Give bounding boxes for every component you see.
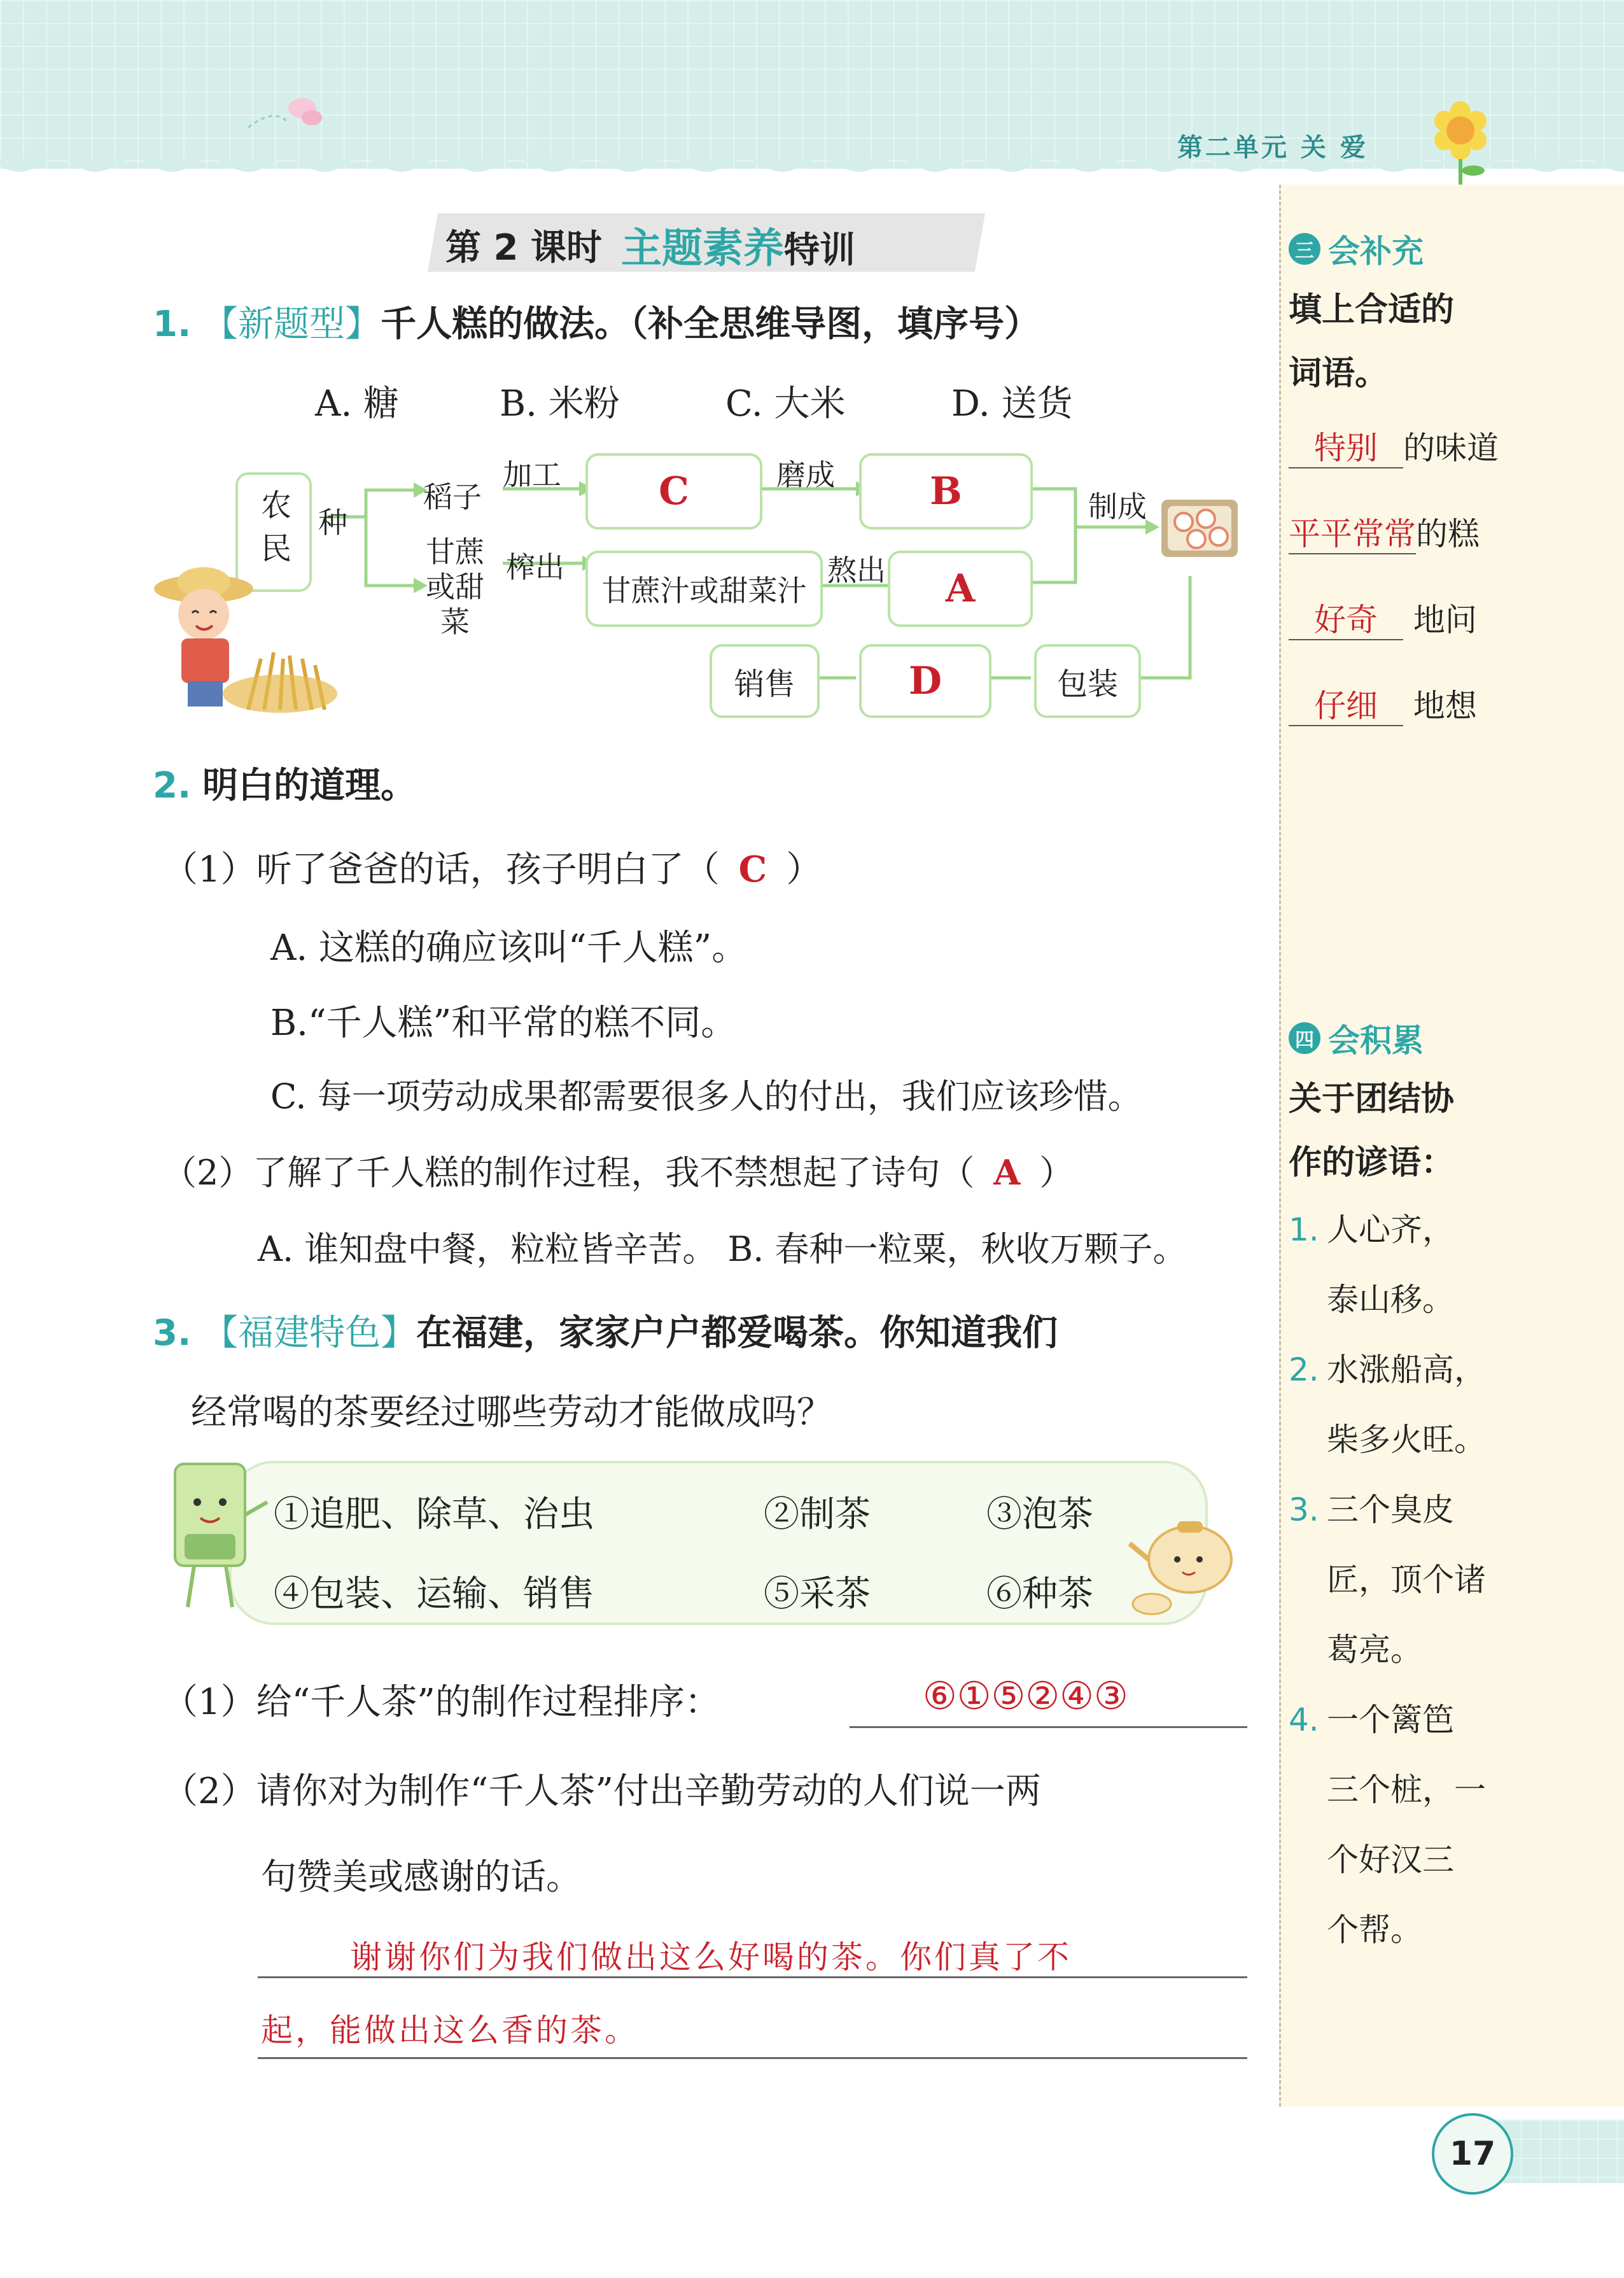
sidebar-fill-answer: 平平常常 xyxy=(1289,515,1416,554)
sidebar-fill-item xyxy=(1289,577,1499,663)
sidebar-fill-item xyxy=(1289,491,1499,577)
sidebar-fill-answer: 特别 xyxy=(1289,429,1403,468)
sidebar-fill-answer: 好奇 xyxy=(1289,601,1403,640)
cake-plate-icon xyxy=(1152,487,1247,570)
q1-number: 1. xyxy=(153,304,192,345)
q3-sub2-answer-line1: 谢谢你们为我们做出这么好喝的茶。你们真了不 xyxy=(350,1939,1072,1976)
flow-answer-c: C xyxy=(585,453,762,530)
q2-sub1-label: （1）听了爸爸的话，孩子明白了（ xyxy=(162,849,720,890)
page-number: 17 xyxy=(1432,2113,1513,2195)
teapot-icon xyxy=(1126,1508,1254,1617)
sidebar-fill-item xyxy=(1289,663,1499,749)
q3-number: 3. xyxy=(153,1312,192,1354)
flow-sugarcane-text: 甘蔗或甜菜 xyxy=(426,535,484,639)
sidebar-supplement-badge: 三 xyxy=(1289,233,1320,265)
proverb-line: 葛亮。 xyxy=(1327,1631,1422,1668)
proverb-text xyxy=(1327,1685,1486,1965)
flow-sell-box: 销售 xyxy=(710,644,820,718)
q2-sub2-options: A. 谁知盘中餐，粒粒皆辛苦。 B. 春种一粒粟，秋收万颗子。 xyxy=(258,1229,1187,1269)
q2-prompt xyxy=(153,757,416,808)
proverb-item xyxy=(1289,1475,1486,1685)
proverb-number: 1. xyxy=(1289,1211,1319,1248)
proverb-item xyxy=(1289,1685,1486,1965)
q1-option-a: A. 糖 xyxy=(315,383,400,425)
proverb-line: 柴多火旺。 xyxy=(1327,1421,1486,1458)
flow-press-label: 榨出 xyxy=(506,550,564,584)
q2-sub2-label: （2）了解了千人糕的制作过程，我不禁想起了诗句（ xyxy=(162,1153,975,1193)
sidebar-supplement-instruction xyxy=(1289,278,1499,405)
q3-sub2-writing-line-2 xyxy=(258,2057,1247,2059)
flow-plant-label: 种 xyxy=(318,505,347,540)
proverb-number: 4. xyxy=(1289,1701,1319,1738)
tea-step-6: ⑥种茶 xyxy=(986,1573,1093,1615)
proverb-number: 2. xyxy=(1289,1351,1319,1388)
proverb-item xyxy=(1289,1195,1486,1335)
q3-sub2-answer-line2: 起，能做出这么香的茶。 xyxy=(261,2012,639,2049)
flow-boil-label: 熬出 xyxy=(827,553,886,587)
proverb-line: 泰山移。 xyxy=(1327,1281,1454,1318)
flow-juice-box: 甘蔗汁或甜菜汁 xyxy=(585,551,823,627)
unit-title: 第二单元 关 爱 xyxy=(1177,133,1368,162)
q1-text: 千人糕的做法。（补全思维导图，填序号） xyxy=(381,303,1040,345)
q3-sub2-line1: （2）请你对为制作“千人茶”付出辛勤劳动的人们说一两 xyxy=(162,1771,1041,1812)
tea-step-3: ③泡茶 xyxy=(986,1494,1093,1535)
q3-sub1-label: （1）给“千人茶”的制作过程排序： xyxy=(162,1682,720,1723)
q2-sub1-close: ） xyxy=(786,849,822,890)
sidebar-fill-item xyxy=(1289,405,1499,491)
sidebar-supplement-title: 会补充 xyxy=(1328,233,1424,270)
sidebar-supplement-instruction-1: 填上合适的 xyxy=(1289,291,1455,329)
q3-text-line2: 经常喝的茶要经过哪些劳动才能做成吗？ xyxy=(191,1392,832,1433)
lesson-name-suffix: 特训 xyxy=(783,230,855,271)
proverb-text xyxy=(1327,1195,1454,1335)
proverb-text xyxy=(1327,1335,1486,1475)
tea-step-5: ⑤采茶 xyxy=(764,1573,871,1615)
flow-answer-a: A xyxy=(888,551,1033,627)
tea-bag-mascot-icon xyxy=(162,1451,277,1617)
q1-option-d: D. 送货 xyxy=(951,383,1073,425)
farmer-illustration xyxy=(153,563,337,716)
flow-farmer-label: 农民 xyxy=(255,489,291,575)
sidebar-accumulate-badge: 四 xyxy=(1289,1022,1320,1054)
tea-step-4: ④包装、运输、销售 xyxy=(274,1573,594,1615)
q2-sub1-answer: C xyxy=(738,848,767,890)
q2-sub2-close: ） xyxy=(1039,1153,1074,1193)
q3-sub1-answer: ⑥①⑤②④③ xyxy=(923,1674,1128,1719)
sidebar-fill-suffix: 地想 xyxy=(1413,687,1477,724)
q3-prompt xyxy=(153,1305,1058,1356)
proverb-line: 水涨船高， xyxy=(1327,1351,1486,1388)
sidebar-accumulate-instruction-2: 作的谚语： xyxy=(1289,1144,1455,1182)
proverb-line: 个好汉三 xyxy=(1327,1841,1454,1878)
sidebar-fill-suffix: 地问 xyxy=(1413,601,1477,638)
sidebar-fill-suffix: 的糕 xyxy=(1416,516,1480,552)
proverb-line: 一个篱笆 xyxy=(1327,1701,1454,1738)
q2-sub1-option-b: B.“千人糕”和平常的糕不同。 xyxy=(270,1002,737,1044)
sidebar-section-supplement xyxy=(1289,226,1499,749)
q2-sub2-answer: A xyxy=(993,1152,1021,1193)
sidebar-supplement-instruction-2: 词语。 xyxy=(1289,355,1389,393)
flow-make-label: 制成 xyxy=(1088,489,1147,524)
proverb-list xyxy=(1289,1195,1486,1965)
flow-answer-b: B xyxy=(859,453,1033,530)
tea-step-2: ②制茶 xyxy=(764,1494,871,1535)
q3-sub1-answer-line xyxy=(850,1726,1247,1728)
q2-sub1-option-a: A. 这糕的确应该叫“千人糕”。 xyxy=(270,927,748,969)
q1-option-b: B. 米粉 xyxy=(500,383,620,425)
q2-sub1-option-c: C. 每一项劳动成果都需要很多人的付出，我们应该珍惜。 xyxy=(270,1076,1142,1116)
proverb-line: 个帮。 xyxy=(1327,1911,1422,1948)
proverb-line: 三个臭皮 xyxy=(1327,1491,1454,1528)
flow-pack-box: 包装 xyxy=(1034,644,1141,718)
q2-sub1 xyxy=(162,841,822,892)
q3-sub2-writing-line-1 xyxy=(258,1976,1247,1978)
q1-tag: 【新题型】 xyxy=(202,304,381,345)
sidebar-section-accumulate xyxy=(1289,1015,1486,1965)
q2-text: 明白的道理。 xyxy=(202,764,417,806)
proverb-line: 三个桩，一 xyxy=(1327,1771,1486,1808)
q3-sub2-line2: 句赞美或感谢的话。 xyxy=(261,1857,582,1898)
proverb-text xyxy=(1327,1475,1486,1685)
proverb-line: 人心齐， xyxy=(1327,1211,1454,1248)
proverb-line: 匠，顶个诸 xyxy=(1327,1561,1486,1598)
sidebar-accumulate-heading xyxy=(1289,1015,1486,1061)
sidebar-fill-suffix: 的味道 xyxy=(1403,430,1499,467)
flow-rice-label: 稻子 xyxy=(423,480,482,514)
sidebar-accumulate-instruction xyxy=(1289,1067,1486,1195)
q1-option-c: C. 大米 xyxy=(725,383,846,425)
q2-number: 2. xyxy=(153,765,192,806)
flow-grind-label: 磨成 xyxy=(776,458,835,492)
tea-step-1: ①追肥、除草、治虫 xyxy=(274,1494,594,1535)
proverb-number: 3. xyxy=(1289,1491,1319,1528)
lesson-name-main: 主题素养 xyxy=(620,225,784,272)
q2-sub2 xyxy=(162,1146,1074,1195)
lesson-number: 第 2 课时 xyxy=(445,227,602,269)
sidebar-accumulate-title: 会积累 xyxy=(1328,1022,1424,1059)
sidebar-fill-answer: 仔细 xyxy=(1289,687,1403,726)
q3-sub1 xyxy=(162,1674,720,1725)
flow-sugarcane-label xyxy=(423,535,487,640)
sidebar-accumulate-instruction-1: 关于团结协 xyxy=(1289,1080,1455,1118)
q3-tag: 【福建特色】 xyxy=(202,1312,417,1354)
flow-answer-d: D xyxy=(859,644,991,718)
proverb-item xyxy=(1289,1335,1486,1475)
sidebar-supplement-heading xyxy=(1289,226,1499,272)
q3-text-line1: 在福建，家家户户都爱喝茶。你知道我们 xyxy=(416,1312,1058,1354)
flow-process-label: 加工 xyxy=(503,458,561,492)
